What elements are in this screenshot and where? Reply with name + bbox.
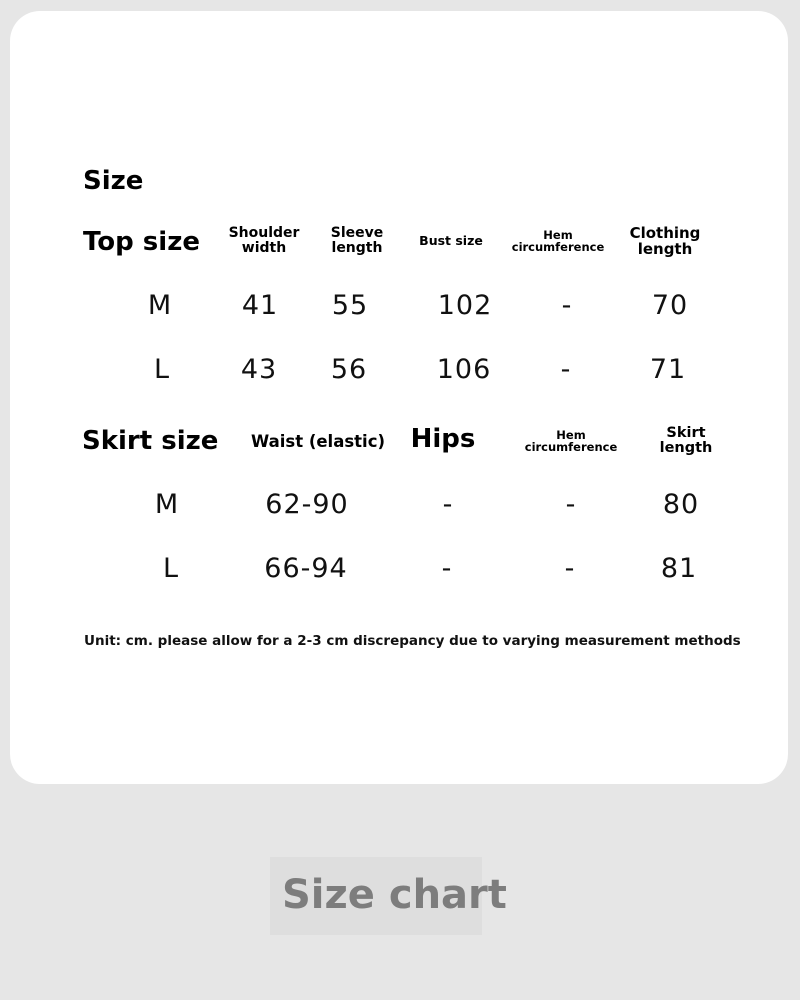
top-row-l-bust: 106 xyxy=(436,354,492,385)
skirt-row-m-waist: 62-90 xyxy=(265,489,349,520)
skirt-col-skirt-length xyxy=(660,426,713,456)
top-row-l-shoulder: 43 xyxy=(240,354,278,385)
top-row-l-size: L xyxy=(153,354,171,385)
skirt-col-skirt-line2: length xyxy=(659,440,713,457)
skirt-row-l-length: 81 xyxy=(660,553,698,584)
top-col-hem-line1: Hem xyxy=(543,228,573,242)
unit-note: Unit: cm. please allow for a 2-3 cm discrepancy due to varying measurement methods xyxy=(84,633,741,649)
skirt-col-hem-circumference xyxy=(525,429,618,453)
top-col-clothing-line1: Clothing xyxy=(629,224,701,242)
skirt-row-m-hem: - xyxy=(565,489,577,520)
top-row-m-sleeve: 55 xyxy=(331,290,369,321)
skirt-col-skirt-line1: Skirt xyxy=(666,425,706,441)
top-row-l-clothing: 71 xyxy=(649,354,687,385)
top-col-shoulder-line2: width xyxy=(241,239,287,256)
top-row-l-sleeve: 56 xyxy=(330,354,368,385)
top-row-m-clothing: 70 xyxy=(651,290,689,321)
top-row-l-hem: - xyxy=(560,354,572,385)
top-col-shoulder-line1: Shoulder xyxy=(228,225,300,241)
top-col-hem-circumference xyxy=(512,229,605,253)
skirt-col-hem-line2: circumference xyxy=(524,440,618,455)
skirt-col-hem-line1: Hem xyxy=(556,428,586,442)
skirt-row-l-size: L xyxy=(162,553,180,584)
skirt-row-m-length: 80 xyxy=(662,489,700,520)
skirt-row-m-size: M xyxy=(154,489,180,520)
skirt-col-hips: Hips xyxy=(410,424,476,454)
top-row-m-hem: - xyxy=(561,290,573,321)
top-col-sleeve-line2: length xyxy=(331,239,383,256)
top-col-hem-line2: circumference xyxy=(511,240,605,255)
skirt-col-waist: Waist (elastic) xyxy=(250,432,386,451)
top-col-sleeve-line1: Sleeve xyxy=(330,225,384,241)
top-row-m-shoulder: 41 xyxy=(241,290,279,321)
skirt-row-l-hips: - xyxy=(441,553,453,584)
top-col-clothing-line2: length xyxy=(637,239,693,258)
skirt-row-l-hem: - xyxy=(564,553,576,584)
top-row-m-size: M xyxy=(147,290,173,321)
size-title: Size xyxy=(83,166,144,196)
footer-title: Size chart xyxy=(282,872,507,918)
skirt-row-m-hips: - xyxy=(442,489,454,520)
top-col-shoulder-width xyxy=(229,226,300,255)
skirt-size-label: Skirt size xyxy=(82,426,219,456)
top-col-bust-size: Bust size xyxy=(419,233,483,248)
top-col-sleeve-length xyxy=(331,226,384,255)
top-col-clothing-length xyxy=(630,226,701,258)
top-row-m-bust: 102 xyxy=(437,290,493,321)
size-card xyxy=(10,11,788,784)
top-size-label: Top size xyxy=(83,227,200,257)
skirt-row-l-waist: 66-94 xyxy=(264,553,348,584)
